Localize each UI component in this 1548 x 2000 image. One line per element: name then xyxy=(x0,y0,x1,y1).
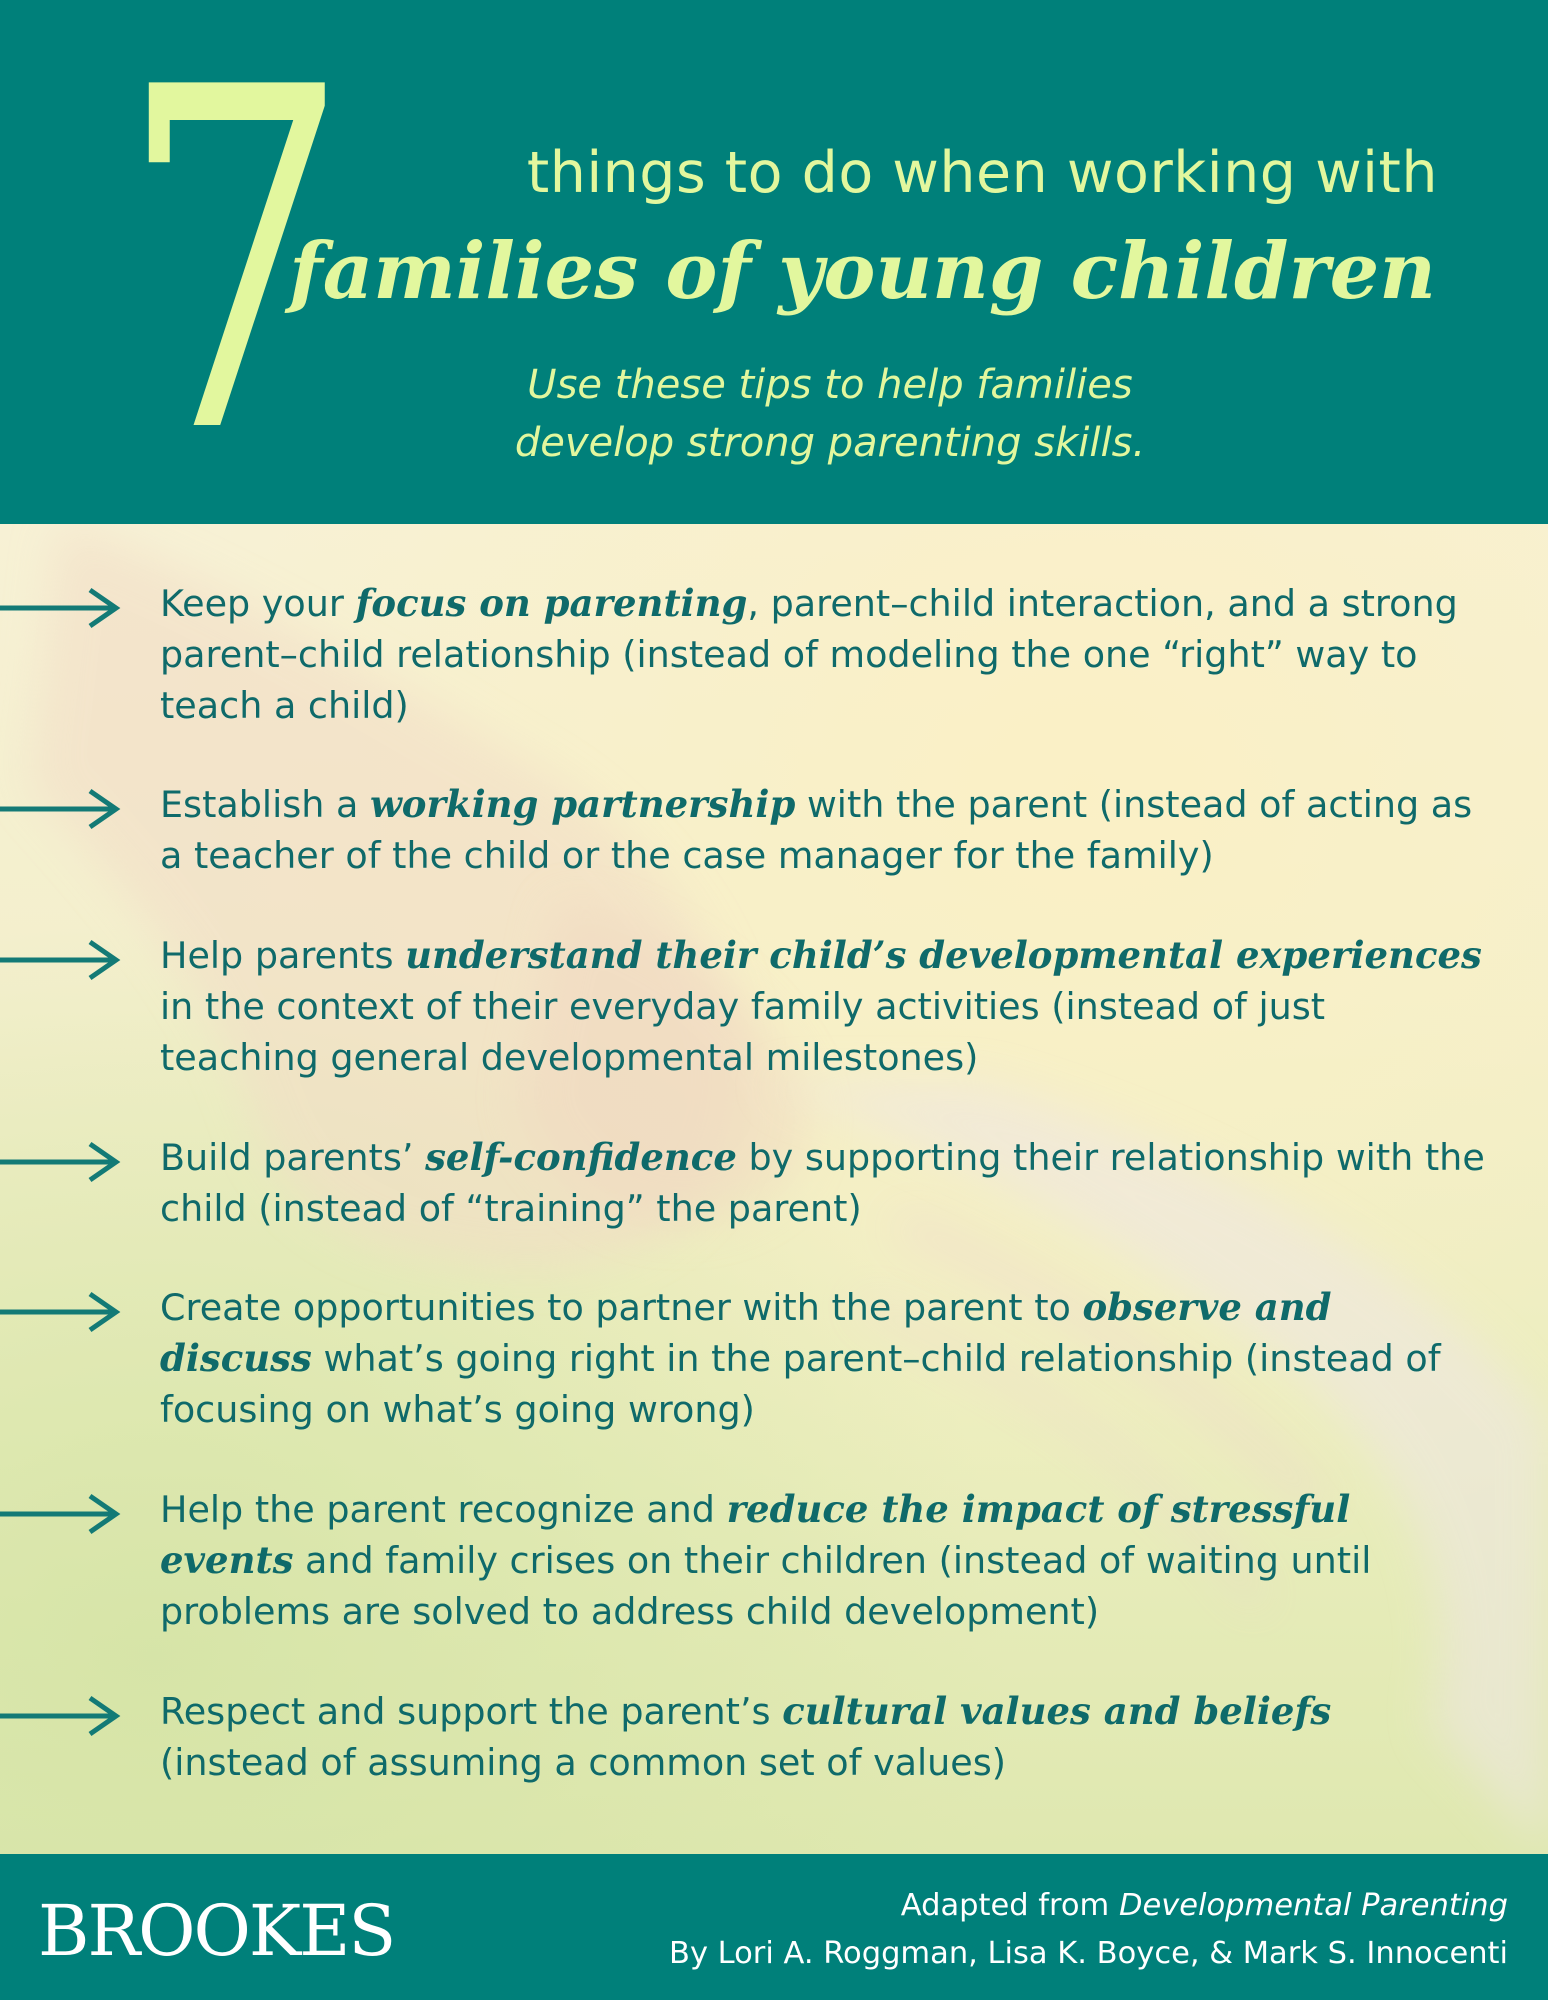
arrow-right-icon xyxy=(0,1288,124,1336)
tip-text-before: Create opportunities to partner with the parent to xyxy=(160,1286,1083,1329)
big-number-seven: 7 xyxy=(118,0,344,524)
title-line-2: families of young children xyxy=(289,226,1436,317)
tip-text xyxy=(160,1686,1490,1788)
tip-text-before: Keep your xyxy=(160,582,356,625)
tip-text xyxy=(160,1484,1490,1637)
arrow-right-icon xyxy=(0,1138,124,1186)
tip-text-before: Build parents’ xyxy=(160,1136,426,1179)
tip-emphasis: reduce the impact of stressful events xyxy=(160,1487,1351,1582)
brookes-logo[interactable]: BROOKES xyxy=(38,1890,395,1972)
tip-text xyxy=(160,930,1490,1083)
tip-text xyxy=(160,779,1490,881)
footer-bar xyxy=(0,1854,1548,2000)
tip-emphasis: cultural values and beliefs xyxy=(782,1689,1332,1733)
credit-authors: By Lori A. Roggman, Lisa K. Boyce, & Mark S. Innocenti xyxy=(669,1936,1508,1971)
book-title: Developmental Parenting xyxy=(1118,1888,1508,1923)
tips-section xyxy=(0,524,1548,1854)
tip-emphasis: focus on parenting xyxy=(355,581,748,625)
arrow-right-icon xyxy=(0,1692,124,1740)
tip-emphasis: working partnership xyxy=(369,782,796,826)
header-banner xyxy=(0,0,1548,524)
credit-prefix: Adapted from xyxy=(900,1888,1119,1923)
tip-text-before: Help the parent recognize and xyxy=(160,1488,727,1531)
tip-text-after: in the context of their everyday family activities (instead of just teaching general developmental milestones) xyxy=(160,985,1326,1079)
credit-line-1 xyxy=(669,1882,1508,1930)
arrow-right-icon xyxy=(0,1490,124,1538)
tip-emphasis: self-confidence xyxy=(425,1135,737,1179)
tip-text xyxy=(160,1132,1490,1234)
tip-text xyxy=(160,578,1490,731)
tip-text-before: Respect and support the parent’s xyxy=(160,1690,783,1733)
arrow-right-icon xyxy=(0,785,124,833)
arrow-right-icon xyxy=(0,936,124,984)
tips-list xyxy=(0,524,1548,1854)
tip-text-after: , parent–child interaction, and a strong parent–child relationship (instead of modeling the one “right” way to teach a child) xyxy=(160,582,1458,727)
tip-emphasis: observe and discuss xyxy=(160,1285,1332,1380)
subtitle-line-1: Use these tips to help families xyxy=(527,362,1133,408)
tip-text-before: Help parents xyxy=(160,934,406,977)
source-credit xyxy=(669,1882,1508,1978)
tip-text-after: and family crises on their children (instead of waiting until problems are solved to address child development) xyxy=(160,1539,1372,1633)
tip-text-after: by supporting their relationship with the child (instead of “training” the parent) xyxy=(160,1136,1485,1230)
subtitle xyxy=(430,356,1230,472)
tip-emphasis: understand their child’s developmental experiences xyxy=(405,933,1482,977)
tip-text-after: what’s going right in the parent–child relationship (instead of focusing on what’s going wrong) xyxy=(160,1337,1441,1431)
tip-text xyxy=(160,1282,1490,1435)
tip-text-after: (instead of assuming a common set of values) xyxy=(160,1741,1007,1784)
title-line-1: things to do when working with xyxy=(526,140,1438,206)
tip-text-after: with the parent (instead of acting as a teacher of the child or the case manager for the family) xyxy=(160,783,1473,877)
arrow-right-icon xyxy=(0,584,124,632)
subtitle-line-2: develop strong parenting skills. xyxy=(514,420,1146,466)
tip-text-before: Establish a xyxy=(160,783,370,826)
